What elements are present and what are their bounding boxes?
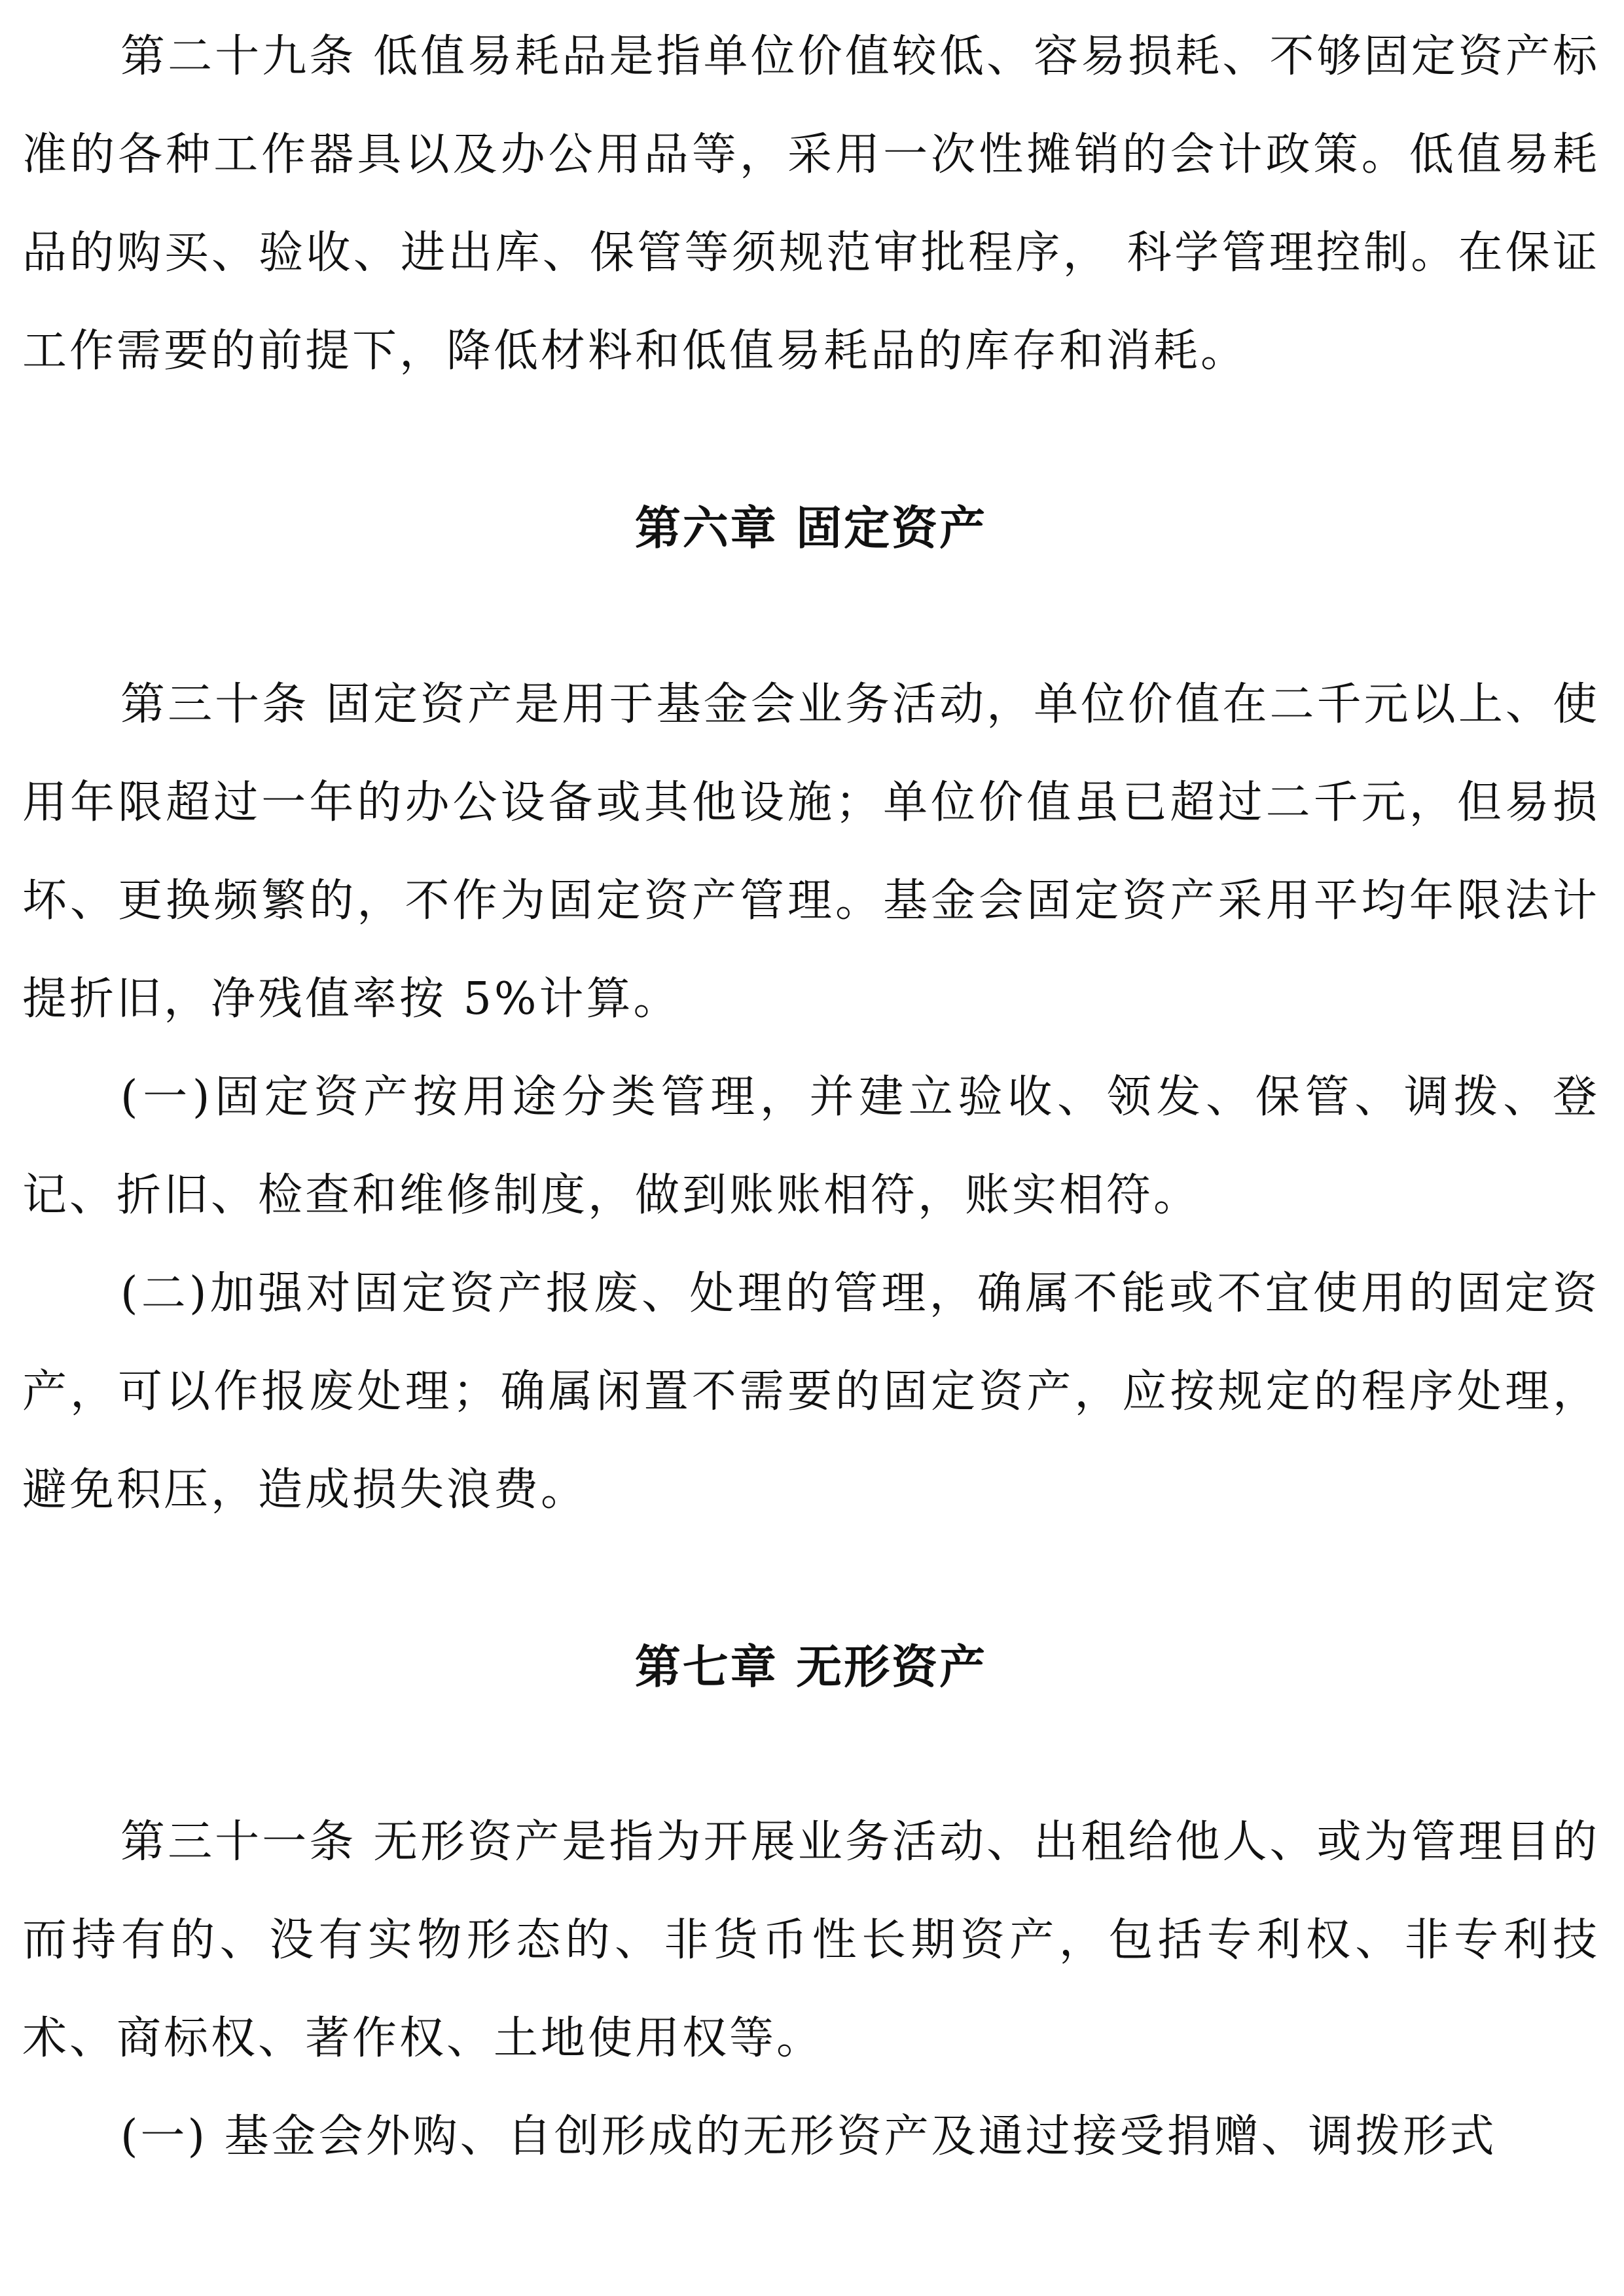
article-30-paragraph: 第三十条 固定资产是用于基金会业务活动，单位价值在二千元以上、使用年限超过一年的办公设备或其他设施；单位价值虽已超过二千元，但易损坏、更换频繁的，不作为固定资产管理。基金会固定资产采用平均年限法计提折旧，净残值率按 5%计算。 [22, 679, 1600, 1025]
article-29-paragraph: 第二十九条 低值易耗品是指单位价值较低、容易损耗、不够固定资产标准的各种工作器具以及办公用品等，采用一次性摊销的会计政策。低值易耗品的购买、验收、进出库、保管等须规范审批程序， 科学管理控制。在保证工作需要的前提下，降低材料和低值易耗品的库存和消耗。 [22, 31, 1600, 377]
article-31-paragraph: 第三十一条 无形资产是指为开展业务活动、出租给他人、或为管理目的而持有的、没有实物形态的、非货币性长期资产，包括专利权、非专利技术、商标权、著作权、土地使用权等。 [22, 1816, 1600, 2064]
document-content [22, 0, 1600, 2186]
chapter-7-title: 第七章 无形资产 [634, 1640, 988, 1694]
section-spacing [22, 401, 1600, 479]
top-spacing [22, 0, 1600, 8]
section-spacing [22, 1539, 1600, 1618]
article-30-item-2: (二)加强对固定资产报废、处理的管理，确属不能或不宜使用的固定资产，可以作报废处理；确属闲置不需要的固定资产，应按规定的程序处理，避免积压，造成损失浪费。 [22, 1268, 1600, 1516]
chapter-6-title: 第六章 固定资产 [634, 501, 988, 555]
article-31-item-1: (一) 基金会外购、自创形成的无形资产及通过接受捐赠、调拨形式 [120, 2111, 1497, 2162]
article-30-item-1: (一)固定资产按用途分类管理，并建立验收、领发、保管、调拨、登记、折旧、检查和维修制度，做到账账相符，账实相符。 [22, 1071, 1600, 1221]
section-spacing [22, 577, 1600, 656]
section-spacing [22, 1716, 1600, 1793]
